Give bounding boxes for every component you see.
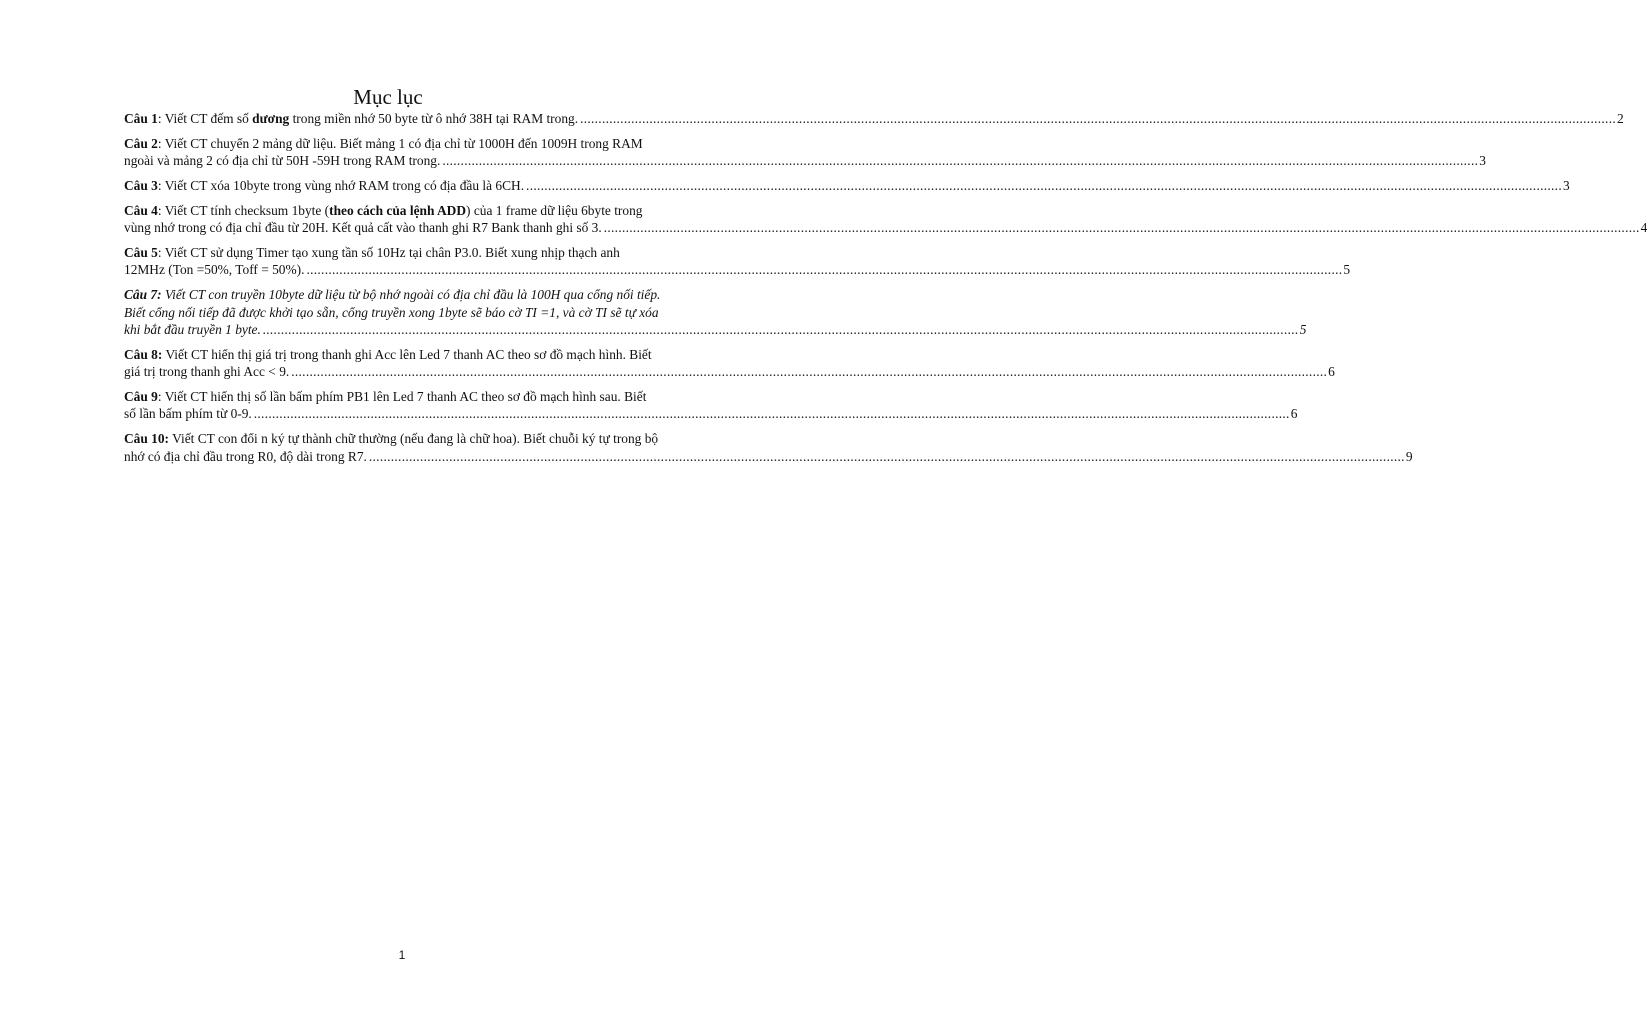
toc-entry-page-number: 3	[1479, 153, 1486, 169]
toc-entry-line	[124, 430, 695, 447]
toc-entry-separator: :	[157, 202, 165, 218]
toc-entry-last-line	[124, 152, 1486, 169]
toc-entry-text-wrap	[124, 152, 440, 169]
toc-entry-text: Viết CT tính checksum 1byte (	[164, 202, 330, 218]
toc-entry[interactable]	[124, 110, 1624, 127]
toc-entry-page-number: 4	[1640, 220, 1647, 236]
toc-entry-text: Biết cổng nối tiếp đã được khởi tạo sẵn, cổng truyền xong 1byte sẽ báo cờ TI =1, và cờ TI sẽ tự xóa	[124, 304, 659, 320]
toc-entry[interactable]	[124, 346, 1335, 381]
toc-entry-label: Câu 2	[124, 135, 158, 151]
toc-entry-text: Viết CT con truyền 10byte dữ liệu từ bộ nhớ ngoài có địa chỉ đầu là 100H qua cổng nối tiếp.	[164, 287, 661, 303]
toc-entry-text: 12MHz (Ton =50%, Toff = 50%).	[124, 262, 305, 278]
toc-entry-text: Viết CT đếm số	[164, 111, 253, 126]
toc-entry-last-line	[124, 219, 1647, 236]
toc-entry-last-line	[124, 110, 1624, 127]
toc-dot-leader	[526, 177, 1562, 194]
toc-entry-page-number: 3	[1562, 178, 1570, 193]
toc-entry-text: Viết CT con đổi n ký tự thành chữ thường (nếu đang là chữ hoa). Biết chuỗi ký tự trong bộ	[172, 431, 659, 447]
toc-entry-text: trong miền nhớ 50 byte từ ô nhớ 38H tại RAM trong.	[289, 111, 579, 126]
table-of-contents	[124, 110, 1647, 472]
toc-entry-line	[124, 388, 695, 405]
toc-entry-text: Viết CT hiển thị giá trị trong thanh ghi Acc lên Led 7 thanh AC theo sơ đồ mạch hình. Biết	[165, 346, 652, 362]
toc-entry-last-line	[124, 405, 1298, 422]
toc-entry-text: Viết CT hiển thị số lần bấm phím PB1 lên Led 7 thanh AC theo sơ đồ mạch hình sau. Biết	[164, 389, 647, 405]
toc-entry-label: Câu 1	[124, 111, 158, 126]
toc-entry-label: Câu 10:	[124, 431, 170, 447]
toc-entry-line	[124, 135, 695, 152]
toc-dot-leader	[369, 448, 1405, 465]
toc-entry-text-wrap	[124, 219, 602, 236]
toc-dot-leader	[254, 405, 1290, 422]
toc-entry-line	[124, 202, 695, 219]
toc-entry-text: ) của 1 frame dữ liệu 6byte trong	[466, 202, 643, 218]
toc-entry-text-wrap	[124, 405, 252, 422]
toc-entry-text: số lần bấm phím từ 0-9.	[124, 406, 252, 422]
toc-entry-page-number: 6	[1290, 406, 1298, 422]
toc-dot-leader	[580, 110, 1616, 127]
toc-entry-page-number: 5	[1299, 322, 1307, 338]
toc-entry-text: Viết CT chuyển 2 mảng dữ liệu. Biết mảng 1 có địa chỉ từ 1000H đến 1009H trong RAM	[164, 135, 643, 151]
toc-entry-text-wrap	[124, 110, 578, 127]
toc-entry-label: Câu 4	[124, 202, 158, 218]
toc-entry-line	[124, 286, 695, 303]
toc-entry[interactable]	[124, 388, 1298, 423]
toc-entry-text-wrap	[124, 448, 367, 465]
toc-entry-text: nhớ có địa chỉ đầu trong R0, độ dài trong R7.	[124, 448, 367, 464]
toc-entry-text-wrap	[124, 363, 289, 380]
toc-entry-label: Câu 7:	[124, 287, 162, 303]
toc-entry-last-line	[124, 177, 1570, 194]
toc-entry-text: Viết CT xóa 10byte trong vùng nhớ RAM trong có địa đầu là 6CH.	[164, 178, 525, 193]
toc-entry-separator: :	[157, 111, 165, 126]
toc-entry-separator: :	[157, 245, 165, 260]
toc-entry-label: Câu 3	[124, 178, 158, 193]
toc-dot-leader	[291, 363, 1327, 380]
toc-entry-page-number: 5	[1343, 262, 1351, 278]
toc-entry-text-wrap	[124, 261, 304, 278]
toc-entry-text-wrap	[124, 321, 261, 338]
toc-entry[interactable]	[124, 286, 1307, 338]
toc-title: Mục lục	[353, 85, 423, 109]
toc-entry-text: vùng nhớ trong có địa chỉ đầu từ 20H. Kết quả cất vào thanh ghi R7 Bank thanh ghi số 3.	[124, 220, 602, 236]
toc-entry-last-line	[124, 448, 1413, 465]
toc-entry[interactable]	[124, 177, 1570, 194]
toc-dot-leader	[442, 152, 1478, 169]
page-number: 1	[398, 948, 406, 962]
toc-entry-label: Câu 8:	[124, 346, 163, 362]
toc-entry-line	[124, 244, 695, 261]
toc-entry-page-number: 2	[1617, 111, 1624, 126]
toc-entry-line	[124, 346, 695, 363]
toc-entry-emphasis: theo cách của lệnh ADD	[329, 202, 467, 218]
toc-entry-last-line	[124, 321, 1307, 338]
toc-dot-leader	[604, 219, 1640, 236]
toc-entry-last-line	[124, 261, 1351, 278]
toc-entry[interactable]	[124, 430, 1413, 465]
toc-entry[interactable]	[124, 202, 1647, 237]
toc-entry-label: Câu 9	[124, 389, 158, 405]
toc-entry[interactable]	[124, 135, 1486, 170]
toc-entry-text: ngoài và mảng 2 có địa chỉ từ 50H -59H trong RAM trong.	[124, 153, 441, 169]
toc-entry-separator: :	[157, 178, 165, 193]
toc-dot-leader	[263, 321, 1299, 338]
toc-entry-separator: :	[157, 135, 165, 151]
toc-entry-separator: :	[157, 389, 165, 405]
toc-entry-text: khi bắt đầu truyền 1 byte.	[124, 322, 261, 338]
toc-entry-text: giá trị trong thanh ghi Acc < 9.	[124, 364, 290, 380]
toc-entry-label: Câu 5	[124, 245, 158, 260]
toc-entry-line	[124, 304, 695, 321]
toc-entry[interactable]	[124, 244, 1351, 279]
toc-entry-text-wrap	[124, 177, 524, 194]
toc-entry-page-number: 9	[1405, 448, 1413, 464]
toc-entry-page-number: 6	[1328, 364, 1335, 380]
toc-entry-text: Viết CT sử dụng Timer tạo xung tần số 10Hz tại chân P3.0. Biết xung nhịp thạch anh	[164, 245, 620, 260]
toc-dot-leader	[306, 261, 1342, 278]
toc-entry-emphasis: dương	[252, 111, 290, 126]
toc-entry-last-line	[124, 363, 1335, 380]
